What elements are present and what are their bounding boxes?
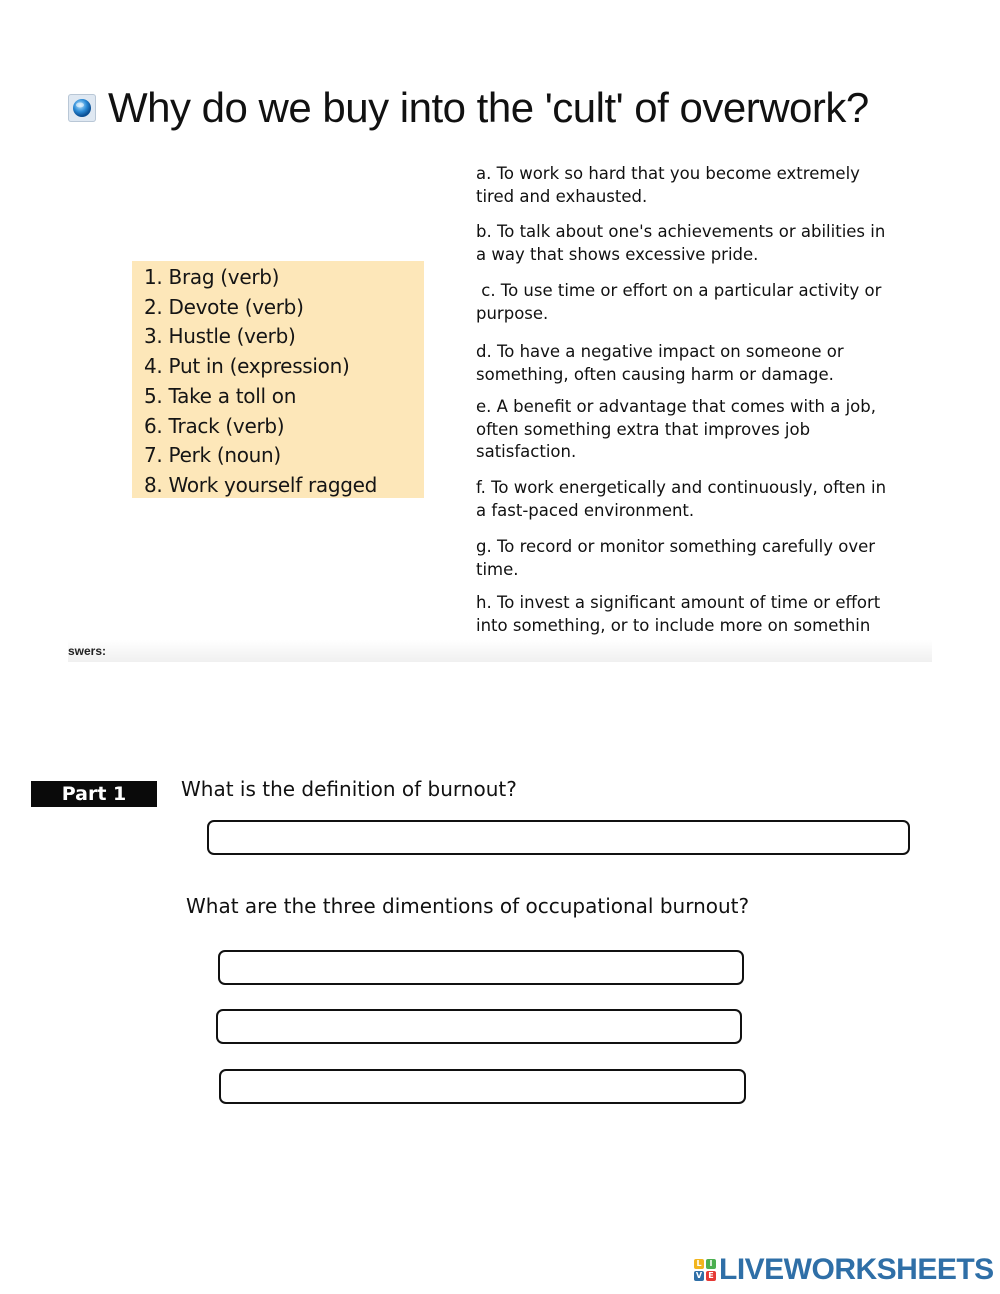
answers-label: swers:	[68, 644, 107, 658]
vocab-item[interactable]: 7. Perk (noun)	[144, 443, 281, 468]
vocab-item[interactable]: 5. Take a toll on	[144, 383, 297, 408]
question-burnout-dimensions: What are the three dimentions of occupational burnout?	[186, 894, 750, 918]
dimension-3-input[interactable]	[219, 1069, 746, 1104]
question-burnout-definition: What is the definition of burnout?	[181, 777, 517, 801]
definition-f[interactable]: f. To work energetically and continuously, often in a fast-paced environment.	[476, 478, 887, 520]
vocab-item[interactable]: 3. Hustle (verb)	[144, 324, 296, 349]
page-title: Why do we buy into the 'cult' of overwork?	[108, 84, 869, 131]
logo-mark-tile: V	[695, 1271, 703, 1280]
vocab-item[interactable]: 4. Put in (expression)	[144, 354, 350, 379]
definition-b[interactable]: b. To talk about one's achievements or abilities in a way that shows excessive pride.	[476, 222, 886, 264]
definition-d[interactable]: d. To have a negative impact on someone or something, often causing harm or damage.	[476, 342, 844, 384]
definition-h[interactable]: h. To invest a significant amount of time or effort into something, or to include more on somethin	[476, 593, 881, 635]
answers-strip	[68, 640, 932, 662]
liveworksheets-logo[interactable]	[694, 1255, 994, 1285]
logo-text: LIVEWORKSHEETS	[719, 1253, 994, 1286]
definition-c[interactable]: c. To use time or effort on a particular activity or purpose.	[476, 281, 887, 323]
logo-mark-tile: L	[694, 1259, 704, 1269]
vocabulary-box	[132, 261, 424, 498]
logo-mark-icon	[694, 1259, 716, 1281]
vocab-item[interactable]: 8. Work yourself ragged	[144, 472, 378, 497]
definition-e[interactable]: e. A benefit or advantage that comes with a job, often something extra that improves job satisfaction.	[476, 397, 876, 461]
vocab-item[interactable]: 2. Devote (verb)	[144, 294, 304, 319]
part-badge: Part 1	[31, 781, 157, 807]
vocab-item[interactable]: 6. Track (verb)	[144, 413, 285, 438]
logo-mark-tile: I	[706, 1259, 716, 1269]
logo-mark-tile: E	[706, 1271, 716, 1281]
definition-a[interactable]: a. To work so hard that you become extremely tired and exhausted.	[476, 164, 860, 206]
globe-icon	[68, 94, 96, 122]
dimension-1-input[interactable]	[218, 950, 744, 985]
dimension-2-input[interactable]	[216, 1009, 742, 1044]
definition-g[interactable]: g. To record or monitor something carefully over time.	[476, 537, 876, 579]
vocab-item[interactable]: 1. Brag (verb)	[144, 265, 280, 289]
burnout-definition-input[interactable]	[207, 820, 910, 855]
vocabulary-list	[144, 263, 377, 501]
